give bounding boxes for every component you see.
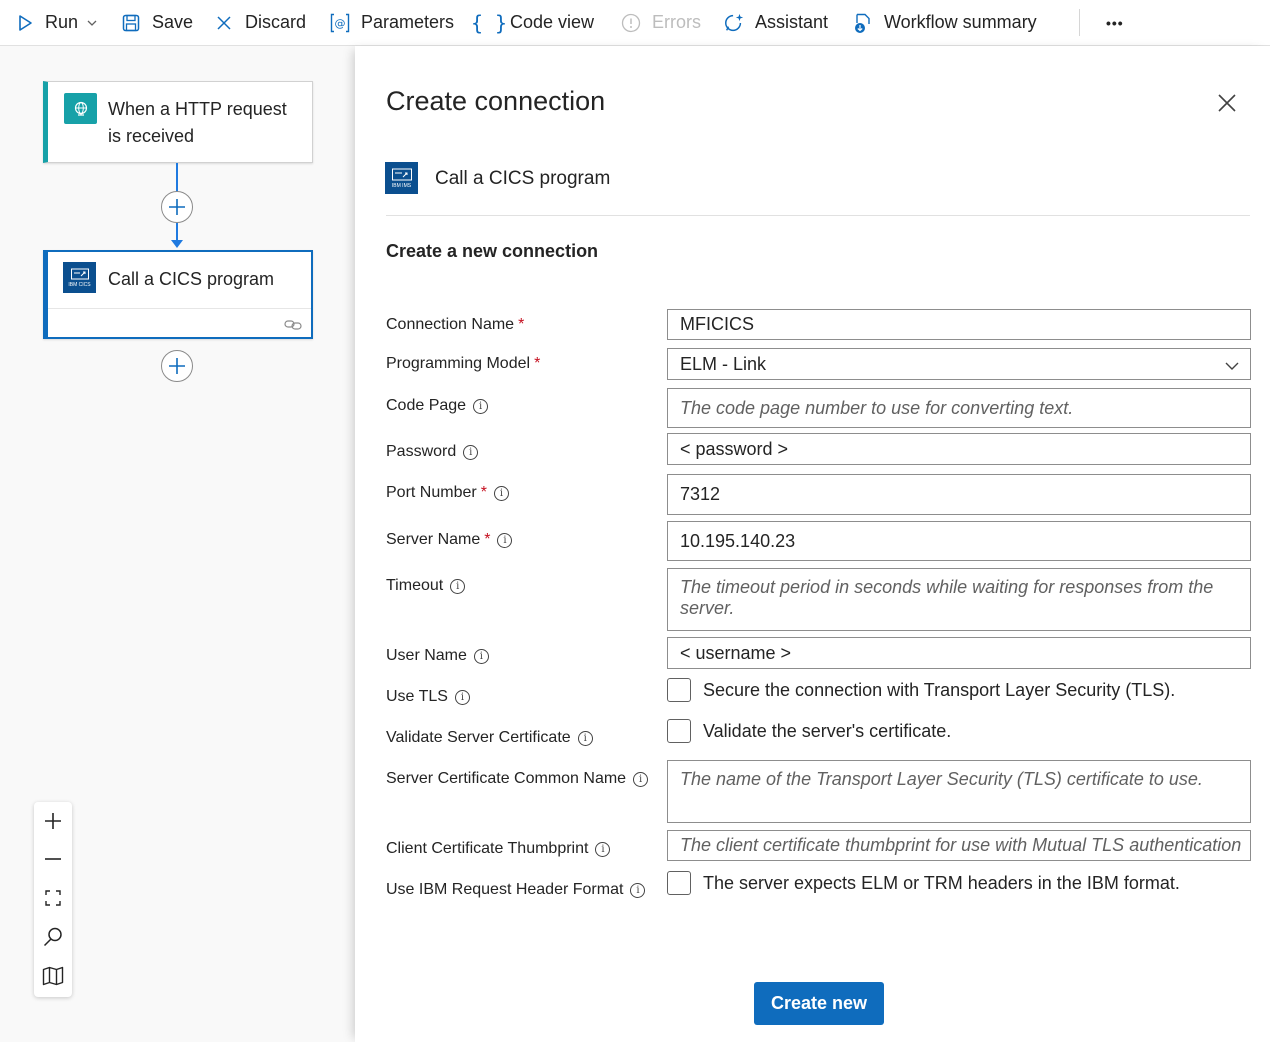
required-mark: * (484, 531, 491, 548)
zoom-out-button[interactable] (34, 840, 72, 878)
info-icon[interactable]: i (474, 649, 489, 664)
label-text: Password (386, 443, 457, 460)
validate-cert-label (386, 729, 593, 747)
more-options-button[interactable] (1106, 0, 1124, 45)
fit-view-button[interactable] (34, 879, 72, 917)
label-text: Code Page (386, 397, 467, 414)
search-icon (42, 926, 64, 948)
timeout-label (386, 577, 465, 595)
plus-icon (43, 811, 63, 831)
search-button[interactable] (34, 918, 72, 956)
close-panel-button[interactable] (1213, 89, 1241, 117)
discard-button[interactable] (213, 0, 306, 45)
password-input[interactable]: < password > (667, 433, 1251, 465)
trigger-card[interactable] (43, 81, 313, 163)
label-text: Client Certificate Thumbprint (386, 840, 589, 857)
save-icon (120, 12, 142, 34)
workflow-summary-label: Workflow summary (884, 12, 1037, 32)
trigger-title-line1: When a HTTP request (108, 99, 287, 119)
required-mark: * (518, 316, 525, 333)
label-text: Use TLS (386, 688, 448, 705)
label-text: Timeout (386, 577, 444, 594)
label-text: Port Number (386, 484, 477, 501)
add-step-button[interactable] (161, 350, 193, 382)
discard-label: Discard (245, 12, 307, 32)
info-icon[interactable]: i (633, 772, 648, 787)
plus-icon (167, 356, 187, 376)
client-thumbprint-label (386, 840, 610, 858)
play-icon (14, 12, 36, 34)
arrow-head (171, 240, 183, 248)
ibm-header-checkbox[interactable] (667, 871, 691, 895)
client-thumbprint-input[interactable]: The client certificate thumbprint for use with Mutual TLS authentication (667, 830, 1251, 861)
server-cert-cn-input[interactable]: The name of the Transport Layer Security (TLS) certificate to use. (667, 760, 1251, 823)
validate-cert-checkbox-row[interactable] (667, 719, 951, 743)
save-button[interactable] (120, 0, 193, 45)
sparkle-chat-icon (723, 12, 745, 34)
info-icon[interactable]: i (450, 579, 465, 594)
info-icon[interactable]: i (455, 690, 470, 705)
braces-icon: { } (470, 10, 508, 35)
divider (386, 215, 1250, 216)
programming-model-label (386, 355, 540, 373)
create-connection-panel (355, 46, 1270, 1042)
insert-step-button[interactable] (161, 191, 193, 223)
panel-title: Create connection (386, 86, 606, 116)
connector-line (176, 223, 178, 241)
error-circle-icon (620, 12, 642, 34)
close-icon (1217, 93, 1237, 113)
required-mark: * (480, 484, 487, 501)
plus-icon (167, 197, 187, 217)
errors-label: Errors (652, 12, 701, 32)
timeout-input[interactable]: The timeout period in seconds while waiting for responses from the server. (667, 568, 1251, 631)
ibm-cics-logo (63, 262, 96, 293)
label-text: Programming Model (386, 355, 531, 372)
action-title: Call a CICS program (108, 269, 275, 289)
assistant-label: Assistant (755, 12, 829, 32)
parameters-icon (329, 12, 351, 34)
code-page-input[interactable]: The code page number to use for converting text. (667, 388, 1251, 428)
dropdown-value: ELM - Link (680, 353, 767, 374)
label-text: Server Certificate Common Name (386, 770, 627, 787)
info-icon[interactable]: i (578, 731, 593, 746)
minus-icon (43, 849, 63, 869)
map-icon (42, 966, 64, 986)
http-globe-icon (64, 93, 97, 124)
label-text: User Name (386, 647, 467, 664)
zoom-in-button[interactable] (34, 802, 72, 840)
checkbox-text: Validate the server's certificate. (703, 720, 952, 741)
ibm-connector-logo (385, 162, 418, 194)
password-label (386, 443, 478, 461)
run-label: Run (45, 12, 79, 32)
parameters-label: Parameters (361, 12, 455, 32)
assistant-button[interactable] (723, 0, 828, 45)
use-tls-label (386, 688, 470, 706)
zoom-controls (34, 802, 72, 997)
chevron-down-icon (1224, 358, 1240, 374)
connection-link-icon (284, 318, 302, 330)
logo-text: IBM CICS (68, 281, 91, 288)
designer-canvas (0, 46, 355, 1042)
info-icon[interactable]: i (494, 486, 509, 501)
checkbox-text: The server expects ELM or TRM headers in the IBM format. (703, 872, 1180, 893)
connection-name-input[interactable]: MFICICS (667, 309, 1251, 340)
connection-name-label (386, 316, 524, 334)
command-bar (0, 0, 1270, 46)
info-icon[interactable]: i (473, 399, 488, 414)
toolbar-divider (1079, 9, 1080, 36)
minimap-button[interactable] (34, 957, 72, 995)
logo-text: IBM IMS (391, 182, 412, 189)
use-tls-checkbox-row[interactable] (667, 678, 1175, 702)
more-icon: ••• (1106, 14, 1124, 31)
info-icon[interactable]: i (595, 842, 610, 857)
document-download-icon (852, 12, 874, 34)
code-view-button[interactable] (470, 0, 595, 45)
fit-view-icon (45, 890, 61, 906)
code-page-label (386, 397, 488, 415)
svg-text:@: @ (334, 16, 346, 30)
use-tls-checkbox[interactable] (667, 678, 691, 702)
info-icon[interactable]: i (630, 883, 645, 898)
programming-model-dropdown[interactable] (667, 348, 1251, 380)
user-name-input[interactable]: < username > (667, 637, 1251, 669)
validate-cert-checkbox[interactable] (667, 719, 691, 743)
save-label: Save (152, 12, 194, 32)
info-icon[interactable]: i (497, 533, 512, 548)
label-text: Use IBM Request Header Format (386, 881, 624, 898)
workflow-summary-button[interactable] (852, 0, 1037, 45)
code-view-label: Code view (510, 12, 595, 32)
card-divider (48, 308, 311, 309)
port-number-input[interactable]: 7312 (667, 474, 1251, 515)
action-card[interactable] (43, 250, 313, 339)
section-title: Create a new connection (386, 241, 599, 261)
info-icon[interactable]: i (463, 445, 478, 460)
run-button[interactable] (14, 0, 98, 45)
trigger-title (108, 96, 287, 150)
label-text: Connection Name (386, 316, 515, 333)
ibm-header-checkbox-row[interactable] (667, 871, 1180, 895)
trigger-title-line2: is received (108, 126, 195, 146)
server-name-label (386, 531, 512, 549)
required-mark: * (534, 355, 541, 372)
checkbox-text: Secure the connection with Transport Layer Security (TLS). (703, 679, 1176, 700)
label-text: Server Name (386, 531, 481, 548)
errors-button[interactable] (620, 0, 701, 45)
parameters-button[interactable] (329, 0, 454, 45)
close-icon (213, 12, 235, 34)
port-number-label (386, 484, 509, 502)
ibm-header-label (386, 881, 645, 899)
chevron-down-icon (86, 17, 98, 29)
server-cert-cn-label (386, 770, 648, 788)
server-name-input[interactable]: 10.195.140.23 (667, 521, 1251, 561)
label-text: Validate Server Certificate (386, 729, 571, 746)
connector-name: Call a CICS program (435, 168, 611, 189)
user-name-label (386, 647, 489, 665)
create-new-button[interactable]: Create new (754, 982, 884, 1025)
